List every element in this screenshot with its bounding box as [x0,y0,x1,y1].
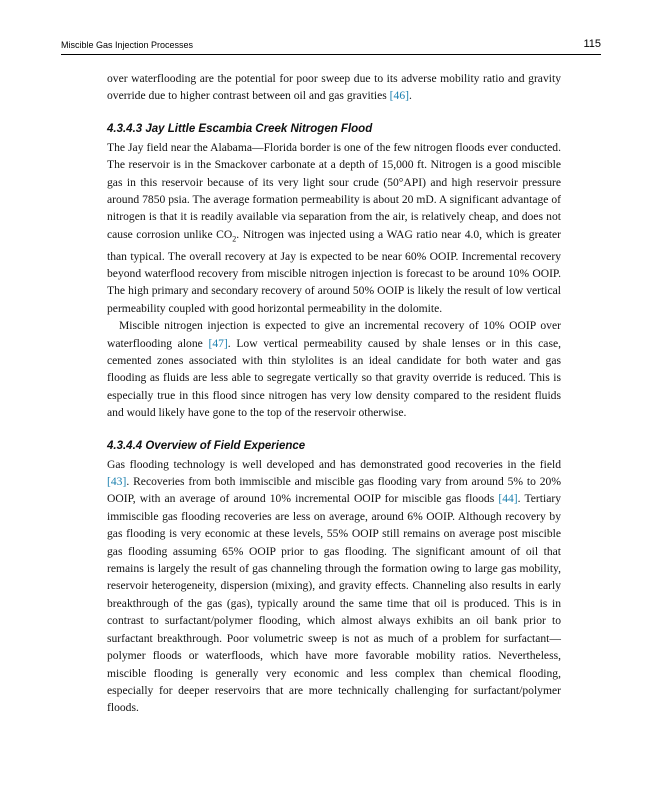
fe-text-b: . Recoveries from both immiscible and miscible gas flooding vary from around 5% to 20% OOIP, with an average of around 10% incremental OOIP for miscible gas floods [107,475,561,506]
citation-46[interactable]: [46] [389,89,409,103]
jay-p1-text-b: . Nitrogen was injected using a WAG ratio near 4.0, which is greater than typical. The overall recovery at Jay is expected to be near 60% OOIP. Incremental recovery beyond waterflood recovery from miscible nitrogen injection is forecast to be around 10% OOIP. The high primary and secondary recovery of around 50% OOIP is likely the result of low vertical permeability coupled with good horizontal permeability in the dolomite. [107,227,561,315]
fe-text-c: . Tertiary immiscible gas flooding recoveries are less on average, around 6% OOIP. Although recovery by gas flooding is very economic at these levels, 55% OOIP still remains on average post miscible gas flooding assuming 65% OOIP prior to gas flooding. The significant amount of oil that remains is largely the result of gas channeling through the formation owing to large gas mobility, reservoir heterogeneity, dispersion (mixing), and gravity effects. Channeling also results in early breakthrough of the gas (gas), typically around the same time that oil is produced. This is in contrast to surfactant/polymer flooding, which almost always exhibits an oil bank prior to surfactant breakthrough. Poor volumetric sweep is not as much of a problem for surfactant—polymer floods or waterfloods, which have more favorable mobility ratios. Nevertheless, miscible flooding is generally very economic and less complex than chemical flooding, especially for deeper reservoirs that are more technically challenging for surfactant/polymer floods. [107,492,561,715]
fe-text-a: Gas flooding technology is well developed and has demonstrated good recoveries in the field [107,457,561,471]
co2-subscript: 2 [232,234,237,244]
field-experience-paragraph [107,456,561,717]
citation-47[interactable]: [47] [208,336,228,350]
running-head [61,38,601,55]
jay-paragraph-2 [107,317,561,421]
jay-p2-text-b: . Low vertical permeability caused by shale lenses or in this case, cemented zones associated with thin stylolites is an ideal candidate for both water and gas flooding as fluids are less able to segregate vertically so that gravity override is reduced. This is especially true in this flood since nitrogen has very low density compared to the resident fluids and would likely have gone to the top of the reservoir otherwise. [107,336,562,420]
citation-44[interactable]: [44] [498,492,518,506]
section-heading-jay-field: 4.3.4.3 Jay Little Escambia Creek Nitrogen Flood [107,122,373,135]
intro-paragraph [107,70,561,105]
running-head-title: Miscible Gas Injection Processes [61,40,194,50]
intro-end: . [409,89,412,103]
jay-p1-text-a: The Jay field near the Alabama—Florida border is one of the few nitrogen floods ever conducted. The reservoir is in the Smackover carbonate at a depth of 15,000 ft. Nitrogen is a good miscible gas in this reservoir because of its very light sour crude (50°API) and high reservoir pressure around 7850 psia. The average formation permeability is about 20 mD. A significant advantage of nitrogen is that it is readily available via separation from the air, is relatively cheap, and does not cause corrosion unlike CO [107,140,561,241]
page-body [107,70,561,717]
section-heading-field-experience: 4.3.4.4 Overview of Field Experience [107,439,306,452]
jay-paragraph-1 [107,139,561,317]
citation-43[interactable]: [43] [107,475,127,489]
page-number: 115 [583,38,601,50]
intro-text: over waterflooding are the potential for poor sweep due to its adverse mobility ratio and gravity override due to higher contrast between oil and gas gravities [107,72,561,103]
jay-p2-text-a: Miscible nitrogen injection is expected to give an incremental recovery of 10% OOIP over waterflooding alone [107,319,561,350]
